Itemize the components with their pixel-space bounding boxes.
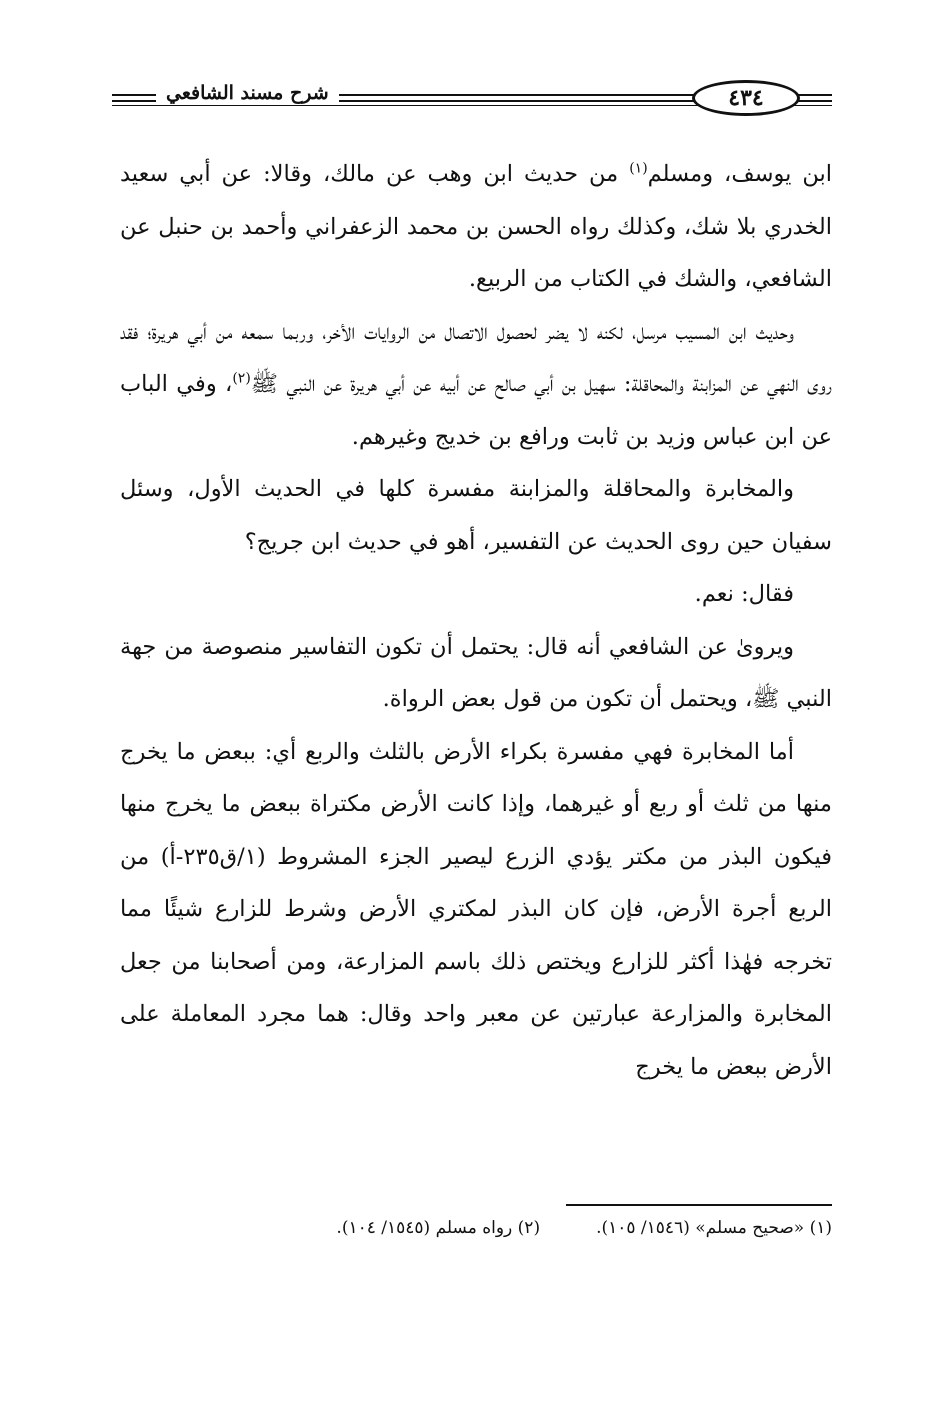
paragraph [120, 621, 832, 726]
paragraph-text: وحديث ابن المسيب مرسل، لكنه لا يضر لحصول الاتصال من الروايات الأخر، وربما سمعه من أبي هريرة؛ فقد روى النهي عن المزابنة والمحاقلة: سهيل بن أبي صالح عن أبيه عن أبي هريرة عن النبي ﷺ [120, 318, 832, 397]
running-title: شرح مسند الشافعي [156, 82, 339, 104]
footnotes [120, 1218, 832, 1238]
paragraph-text: والمخابرة والمحاقلة والمزابنة مفسرة كلها في الحديث الأول، وسئل سفيان حين روى الحديث عن التفسير، أهو في حديث ابن جريج؟ [120, 476, 832, 555]
footnote-marker: (١) [629, 160, 648, 177]
paragraph-text: ، وفي الباب عن ابن عباس وزيد بن ثابت ورافع بن خديج وغيرهم. [120, 371, 832, 450]
footnote-1: (١) «صحيح مسلم» (١٥٤٦/ ١٠٥). [596, 1218, 832, 1238]
paragraph [120, 306, 832, 464]
footnote-marker: (٢) [232, 370, 251, 387]
paragraph-text: من حديث ابن وهب عن مالك، وقالا: عن أبي سعيد الخدري بلا شك، وكذلك رواه الحسن بن محمد الزعفراني وأحمد بن حنبل عن الشافعي، والشك في الكتاب من الربيع. [120, 161, 832, 292]
paragraph [120, 463, 832, 568]
page-number: ٤٣٤ [692, 80, 800, 116]
paragraph [120, 148, 832, 306]
paragraph-text: ويروىٰ عن الشافعي أنه قال: يحتمل أن تكون التفاسير منصوصة من جهة النبي ﷺ، ويحتمل أن تكون من قول بعض الرواة. [120, 633, 832, 712]
paragraph-text: ابن يوسف، ومسلم [647, 161, 832, 187]
footnote-divider [566, 1204, 832, 1206]
paragraph [120, 568, 832, 621]
main-text [120, 148, 832, 1093]
paragraph-text: فقال: نعم. [694, 581, 794, 607]
paragraph-text: أما المخابرة فهي مفسرة بكراء الأرض بالثلث والربع أي: ببعض ما يخرج منها من ثلث أو ربع أو غيرهما، وإذا كانت الأرض مكتراة ببعض ما يخرج منها فيكون البذر من مكتر يؤدي الزرع ليصير الجزء المشروط (١/ق٢٣٥-أ) من الربع أجرة الأرض، فإن كان البذر لمكتري الأرض وشرط للزارع شيئًا مما تخرجه فهٰذا أكثر للزارع ويختص ذلك باسم المزارعة، ومن أصحابنا من جعل المخابرة والمزارعة عبارتين عن معبر واحد وقال: هما مجرد المعاملة على الأرض ببعض ما يخرج [120, 738, 832, 1080]
page-header [112, 74, 832, 124]
paragraph [120, 726, 832, 1094]
footnote-2: (٢) رواه مسلم (١٥٤٥/ ١٠٤). [336, 1218, 541, 1238]
